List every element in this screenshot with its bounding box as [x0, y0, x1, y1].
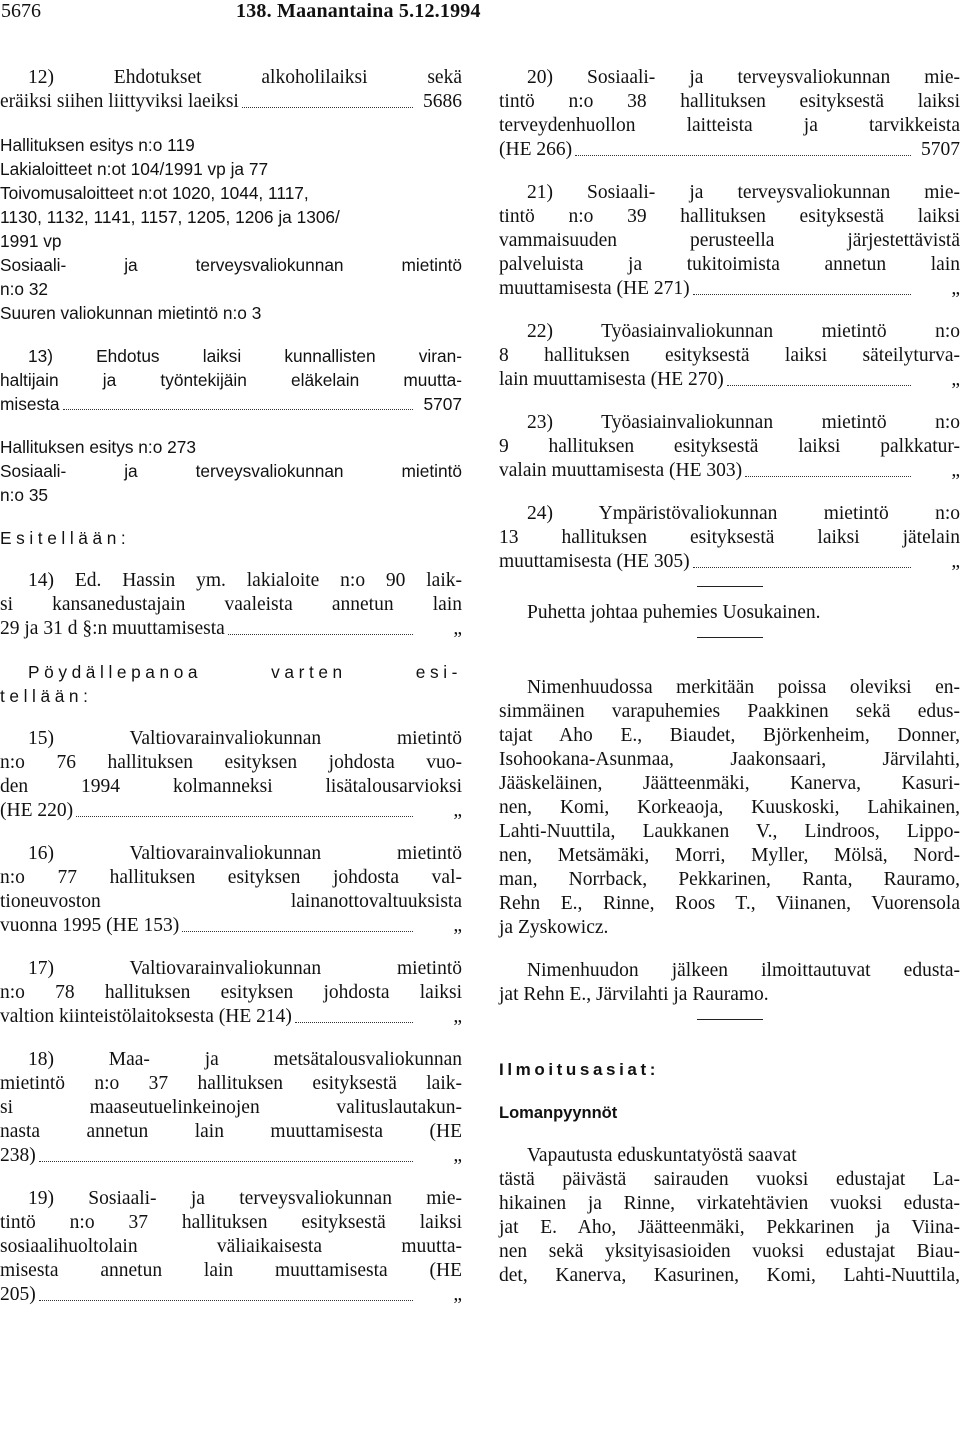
roll-call-late: [499, 959, 960, 1007]
section-divider: [697, 637, 763, 638]
agenda-item-23: [499, 411, 960, 483]
heading-line: tellään:: [0, 686, 93, 706]
reference-line: Hallituksen esitys n:o 273: [0, 437, 196, 457]
item-line: 205): [0, 1284, 36, 1305]
item-line: 19) Sosiaali- ja terveysvaliokunnan mie-: [28, 1188, 462, 1209]
item-line: n:o 76 hallituksen esityksen johdosta vuo-: [0, 752, 462, 773]
reference-line: n:o 32: [0, 279, 49, 299]
item-line: nasta annetun lain muuttamisesta (HE: [0, 1121, 462, 1142]
reference-line: n:o 35: [0, 485, 49, 505]
roll-call-absent: [499, 676, 960, 940]
toc-row: [0, 1005, 462, 1029]
paragraph-line: nen, Metsämäki, Morri, Myller, Mölsä, Nord-: [499, 845, 960, 866]
dot-leader: [727, 385, 911, 386]
reference-line: 1130, 1132, 1141, 1157, 1205, 1206 ja 1306/: [0, 207, 340, 227]
toc-row: [0, 617, 462, 641]
paragraph-line: det, Kanerva, Kasurinen, Komi, Lahti-Nuuttila,: [499, 1265, 960, 1286]
page-ref: „: [951, 551, 960, 572]
dot-leader: [693, 294, 911, 295]
item-line: vammaisuuden perusteella järjestettävistä: [499, 230, 960, 251]
right-column: [499, 66, 960, 1288]
item-line: 13 hallituksen esityksestä laiksi jätelain: [499, 527, 960, 548]
page-ref: 5707: [921, 139, 960, 160]
agenda-item-19: [0, 1187, 462, 1307]
paragraph-line: Rehn E., Rinne, Roos T., Viinanen, Vuorensola: [499, 893, 960, 914]
agenda-item-16: [0, 842, 462, 938]
page-ref: „: [951, 460, 960, 481]
item-line: 13) Ehdotus laiksi kunnallisten viran-: [28, 346, 462, 366]
page-ref: „: [951, 278, 960, 299]
left-column: [0, 66, 462, 1307]
paragraph-line: tajat Aho E., Biaudet, Björkenheim, Donner,: [499, 725, 960, 746]
page-number: 5676: [1, 0, 41, 22]
item-line: terveydenhuollon laitteista ja tarvikkeista: [499, 115, 960, 136]
dot-leader: [63, 409, 413, 410]
item-line: valtion kiinteistölaitoksesta (HE 214): [0, 1006, 292, 1027]
heading-line: Pöydällepanoa varten esi-: [28, 662, 462, 682]
reference-line: 1991 vp: [0, 231, 62, 251]
agenda-item-21: [499, 181, 960, 301]
item-line: 14) Ed. Hassin ym. lakialoite n:o 90 laik-: [28, 570, 462, 591]
item-line: 238): [0, 1145, 36, 1166]
item-line: 20) Sosiaali- ja terveysvaliokunnan mie-: [527, 67, 960, 88]
dot-leader: [76, 816, 413, 817]
chair-statement: Puhetta johtaa puhemies Uosukainen.: [527, 602, 821, 623]
dot-leader: [39, 1161, 413, 1162]
dot-leader: [182, 931, 413, 932]
paragraph-line: Nimenhuudon jälkeen ilmoittautuvat edusta-: [527, 960, 960, 981]
agenda-item-12: [0, 66, 462, 114]
page-ref: „: [453, 1284, 462, 1305]
dot-leader: [693, 567, 911, 568]
agenda-item-17: [0, 957, 462, 1029]
item-line: misesta annetun lain muuttamisesta (HE: [0, 1260, 462, 1281]
paragraph-line: Isohookana-Asunmaa, Jaakonsaari, Järvilahti,: [499, 749, 960, 770]
agenda-item-22: [499, 320, 960, 392]
item-line: eräiksi siihen liittyviksi laeiksi: [0, 91, 239, 112]
paragraph-line: Lahti-Nuuttila, Laukkanen V., Lindroos, Lippo-: [499, 821, 960, 842]
toc-row: [499, 277, 960, 301]
item-line: palveluista ja tukitoimista annetun lain: [499, 254, 960, 275]
paragraph-line: Jääskeläinen, Jäätteenmäki, Kanerva, Kasuri-: [499, 773, 960, 794]
item-line: mietintö n:o 37 hallituksen esityksestä laik-: [0, 1073, 462, 1094]
agenda-item-13: [0, 344, 462, 416]
reference-line: Sosiaali- ja terveysvaliokunnan mietintö: [0, 461, 462, 481]
reference-line: Lakialoitteet n:ot 104/1991 vp ja 77: [0, 159, 269, 179]
item-line: 22) Työasiainvaliokunnan mietintö n:o: [527, 321, 960, 342]
dot-leader: [745, 476, 911, 477]
paragraph-line: Vapautusta eduskuntatyöstä saavat: [527, 1145, 797, 1166]
toc-row: [0, 90, 462, 114]
dot-leader: [295, 1022, 413, 1023]
reference-line: Hallituksen esitys n:o 119: [0, 135, 195, 155]
toc-row: [0, 1283, 462, 1307]
item-line: den 1994 kolmanneksi lisätalousarvioksi: [0, 776, 462, 797]
paragraph-line: ja Zyskowicz.: [499, 917, 609, 938]
item-line: si maaseutuelinkeinojen valituslautakun-: [0, 1097, 462, 1118]
reference-line: Sosiaali- ja terveysvaliokunnan mietintö: [0, 255, 462, 275]
item-line: si kansanedustajain vaaleista annetun lain: [0, 594, 462, 615]
paragraph-line: nen sekä yksityisasioiden vuoksi edustajat Biau-: [499, 1241, 960, 1262]
page-ref: 5686: [423, 91, 462, 112]
page-ref: „: [453, 1006, 462, 1027]
page-ref: „: [453, 800, 462, 821]
reference-line: Toivomusaloitteet n:ot 1020, 1044, 1117,: [0, 183, 309, 203]
item-line: 18) Maa- ja metsätalousvaliokunnan: [28, 1049, 462, 1070]
toc-row: [499, 459, 960, 483]
paragraph-line: Nimenhuudossa merkitään poissa oleviksi en-: [527, 677, 960, 698]
page-ref: „: [453, 1145, 462, 1166]
item-line: (HE 220): [0, 800, 74, 821]
item-line: 17) Valtiovarainvaliokunnan mietintö: [28, 958, 462, 979]
paragraph-line: man, Norrback, Pekkarinen, Ranta, Rauramo,: [499, 869, 960, 890]
section-divider: [697, 1019, 763, 1020]
toc-row: [499, 138, 960, 162]
item-line: sosiaalihuoltolain väliaikaisesta muutta-: [0, 1236, 462, 1257]
item-line: 16) Valtiovarainvaliokunnan mietintö: [28, 843, 462, 864]
paragraph-line: simmäinen varapuhemies Paakkinen sekä edus-: [499, 701, 960, 722]
agenda-item-20: [499, 66, 960, 162]
toc-row: [0, 799, 462, 823]
item-line: 29 ja 31 d §:n muuttamisesta: [0, 618, 225, 639]
leave-requests: [499, 1144, 960, 1288]
item-line: tintö n:o 39 hallituksen esityksestä laiksi: [499, 206, 960, 227]
page-ref: „: [453, 618, 462, 639]
toc-row: [499, 368, 960, 392]
item-line: haltijain ja työntekijäin eläkelain muutta-: [0, 370, 462, 390]
paragraph-line: jat E. Aho, Jäätteenmäki, Pekkarinen ja Viina-: [499, 1217, 960, 1238]
dot-leader: [39, 1300, 413, 1301]
item-line: tintö n:o 37 hallituksen esityksestä laiksi: [0, 1212, 462, 1233]
item-line: 24) Ympäristövaliokunnan mietintö n:o: [527, 503, 960, 524]
paragraph-line: jat Rehn E., Järvilahti ja Rauramo.: [499, 984, 769, 1005]
running-head: 138. Maanantaina 5.12.1994: [236, 0, 481, 22]
item-line: 9 hallituksen esityksestä laiksi palkkatur-: [499, 436, 960, 457]
item-line: 15) Valtiovarainvaliokunnan mietintö: [28, 728, 462, 749]
references-13: [0, 435, 462, 507]
item-line: misesta: [0, 394, 60, 414]
item-line: tioneuvoston lainanottovaltuuksista: [0, 891, 462, 912]
item-line: 12) Ehdotukset alkoholilaiksi sekä: [28, 67, 462, 88]
toc-row: [0, 392, 462, 416]
paragraph-line: tästä päivästä sairauden vuoksi edustajat La-: [499, 1169, 960, 1190]
reference-line: Suuren valiokunnan mietintö n:o 3: [0, 303, 262, 323]
dot-leader: [228, 634, 413, 635]
item-line: 21) Sosiaali- ja terveysvaliokunnan mie-: [527, 182, 960, 203]
item-line: vuonna 1995 (HE 153): [0, 915, 180, 936]
item-line: lain muuttamisesta (HE 270): [499, 369, 724, 390]
paragraph-line: nen, Komi, Korkeaoja, Kuuskoski, Lahikainen,: [499, 797, 960, 818]
toc-row: [0, 1144, 462, 1168]
item-line: n:o 78 hallituksen esityksen johdosta laiksi: [0, 982, 462, 1003]
item-line: n:o 77 hallituksen esityksen johdosta val-: [0, 867, 462, 888]
item-line: muuttamisesta (HE 271): [499, 278, 690, 299]
dot-leader: [242, 107, 413, 108]
section-heading-esitellaan: Esitellään:: [0, 528, 131, 548]
page-ref: „: [951, 369, 960, 390]
toc-row: [499, 550, 960, 574]
section-heading-poydallepanoa: [0, 660, 462, 708]
item-line: (HE 266): [499, 139, 573, 160]
item-line: 23) Työasiainvaliokunnan mietintö n:o: [527, 412, 960, 433]
item-line: valain muuttamisesta (HE 303): [499, 460, 743, 481]
section-divider: [697, 586, 763, 587]
page-ref: 5707: [423, 394, 462, 414]
agenda-item-24: [499, 502, 960, 574]
references-12: [0, 133, 462, 325]
item-line: muuttamisesta (HE 305): [499, 551, 690, 572]
paragraph-line: hikainen ja Rinne, virkatehtävien vuoksi edusta-: [499, 1193, 960, 1214]
subheading-lomanpyynnot: Lomanpyynnöt: [499, 1104, 618, 1122]
agenda-item-14: [0, 569, 462, 641]
toc-row: [0, 914, 462, 938]
item-line: 8 hallituksen esityksestä laiksi säteilyturva-: [499, 345, 960, 366]
agenda-item-18: [0, 1048, 462, 1168]
agenda-item-15: [0, 727, 462, 823]
item-line: tintö n:o 38 hallituksen esityksestä laiksi: [499, 91, 960, 112]
page-ref: „: [453, 915, 462, 936]
dot-leader: [575, 155, 911, 156]
section-heading-ilmoitusasiat: Ilmoitusasiat:: [499, 1060, 659, 1079]
